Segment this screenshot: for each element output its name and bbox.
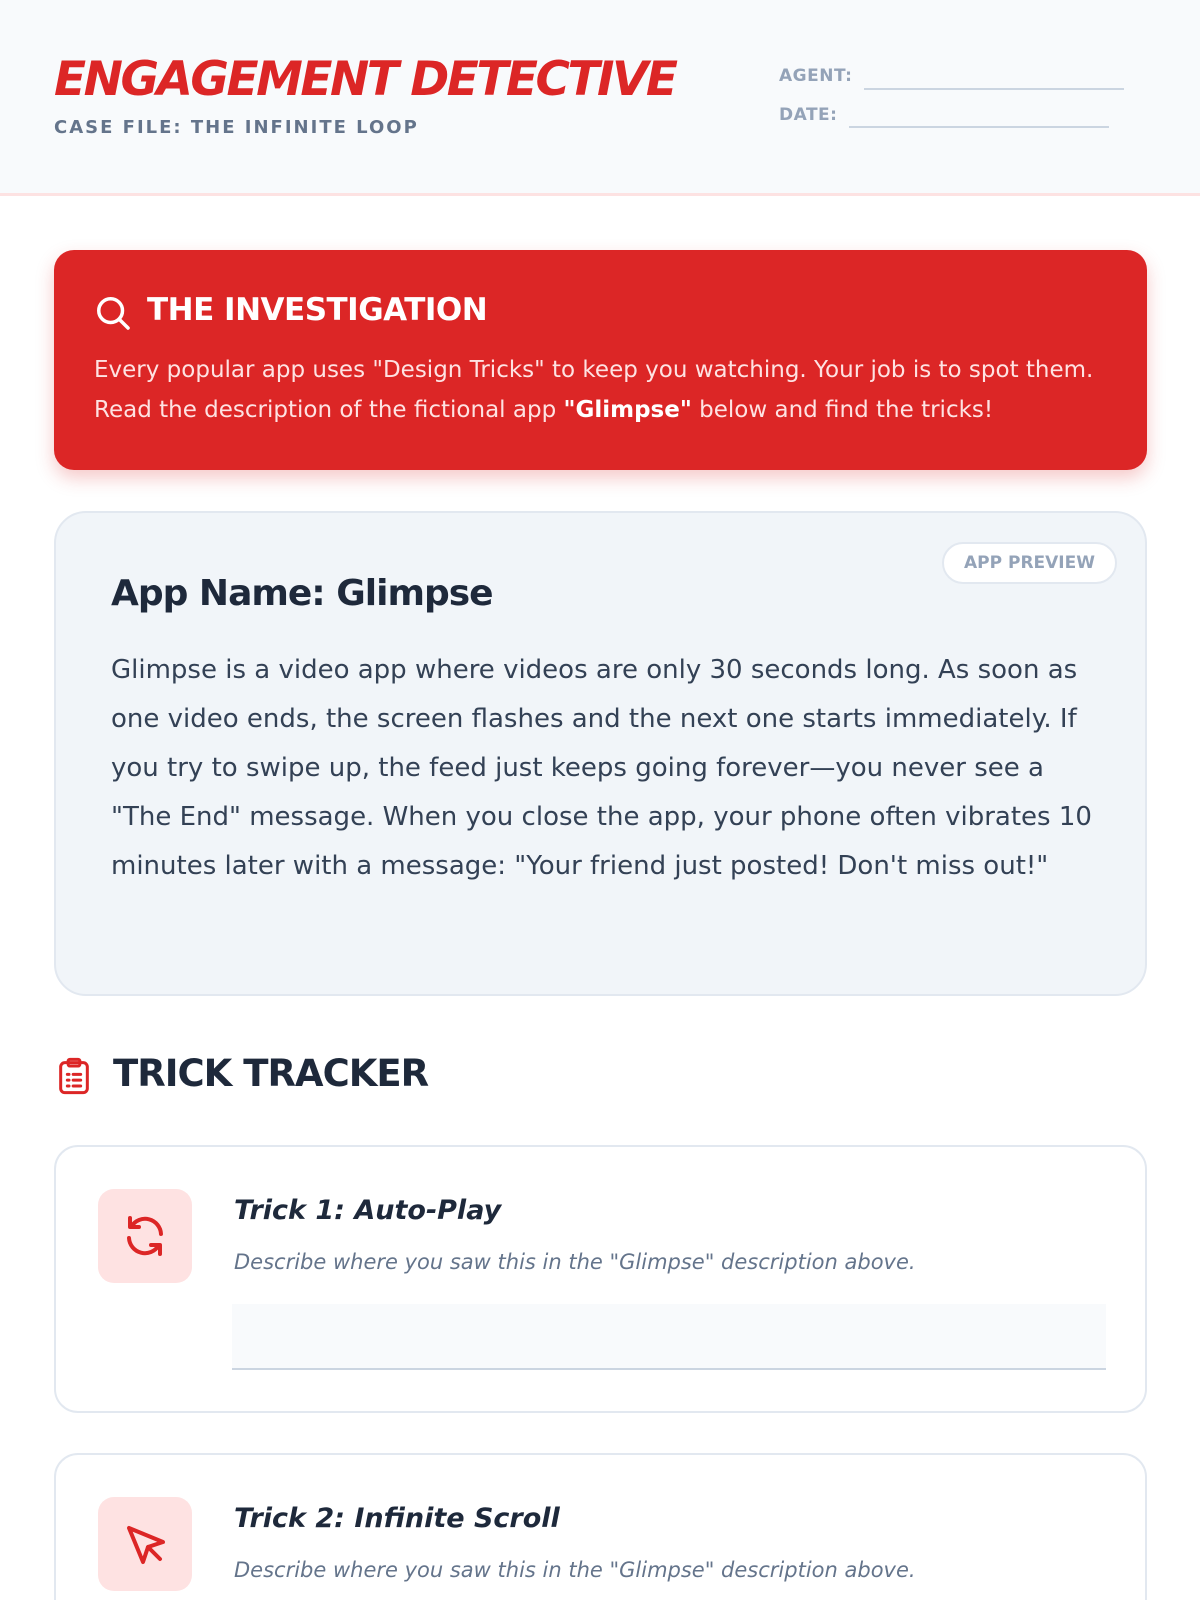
trick-tracker-heading: TRICK TRACKER xyxy=(113,1052,429,1095)
app-name-heading: App Name: Glimpse xyxy=(111,573,493,614)
app-preview-card xyxy=(54,511,1147,996)
trick-title: Trick 2: Infinite Scroll xyxy=(234,1503,560,1534)
search-icon xyxy=(94,294,132,332)
trick-card-auto-play xyxy=(54,1145,1147,1413)
trick-icon-box xyxy=(98,1189,192,1283)
case-file-subtitle: CASE FILE: THE INFINITE LOOP xyxy=(54,117,419,138)
app-preview-badge: APP PREVIEW xyxy=(942,542,1117,584)
agent-label: AGENT: xyxy=(779,66,853,86)
date-label: DATE: xyxy=(779,105,838,125)
refresh-icon xyxy=(121,1212,169,1260)
worksheet-title: ENGAGEMENT DETECTIVE xyxy=(54,52,676,107)
date-line[interactable] xyxy=(849,126,1109,128)
agent-name-line[interactable] xyxy=(864,88,1124,90)
investigation-title: THE INVESTIGATION xyxy=(147,292,488,328)
trick-title: Trick 1: Auto-Play xyxy=(234,1195,502,1226)
trick-1-answer-field[interactable] xyxy=(232,1304,1106,1370)
clipboard-list-icon xyxy=(54,1056,94,1096)
trick-card-infinite-scroll xyxy=(54,1453,1147,1600)
worksheet-header xyxy=(0,0,1200,196)
trick-hint: Describe where you saw this in the "Glimpse" description above. xyxy=(234,1250,916,1274)
investigation-instructions: Every popular app uses "Design Tricks" to keep you watching. Your job is to spot them. Read the description of the fictional app "Glimpse" below and find the tricks! xyxy=(94,357,1094,423)
cursor-icon xyxy=(121,1520,169,1568)
investigation-banner xyxy=(54,250,1147,470)
trick-icon-box xyxy=(98,1497,192,1591)
app-description: Glimpse is a video app where videos are only 30 seconds long. As soon as one video ends, the screen flashes and the next one starts immediately. If you try to swipe up, the feed just keeps going forever—you never see a "The End" message. When you close the app, your phone often vibrates 10 minutes later with a message: "Your friend just posted! Don't miss out!" xyxy=(111,655,1092,881)
trick-hint: Describe where you saw this in the "Glimpse" description above. xyxy=(234,1558,916,1582)
